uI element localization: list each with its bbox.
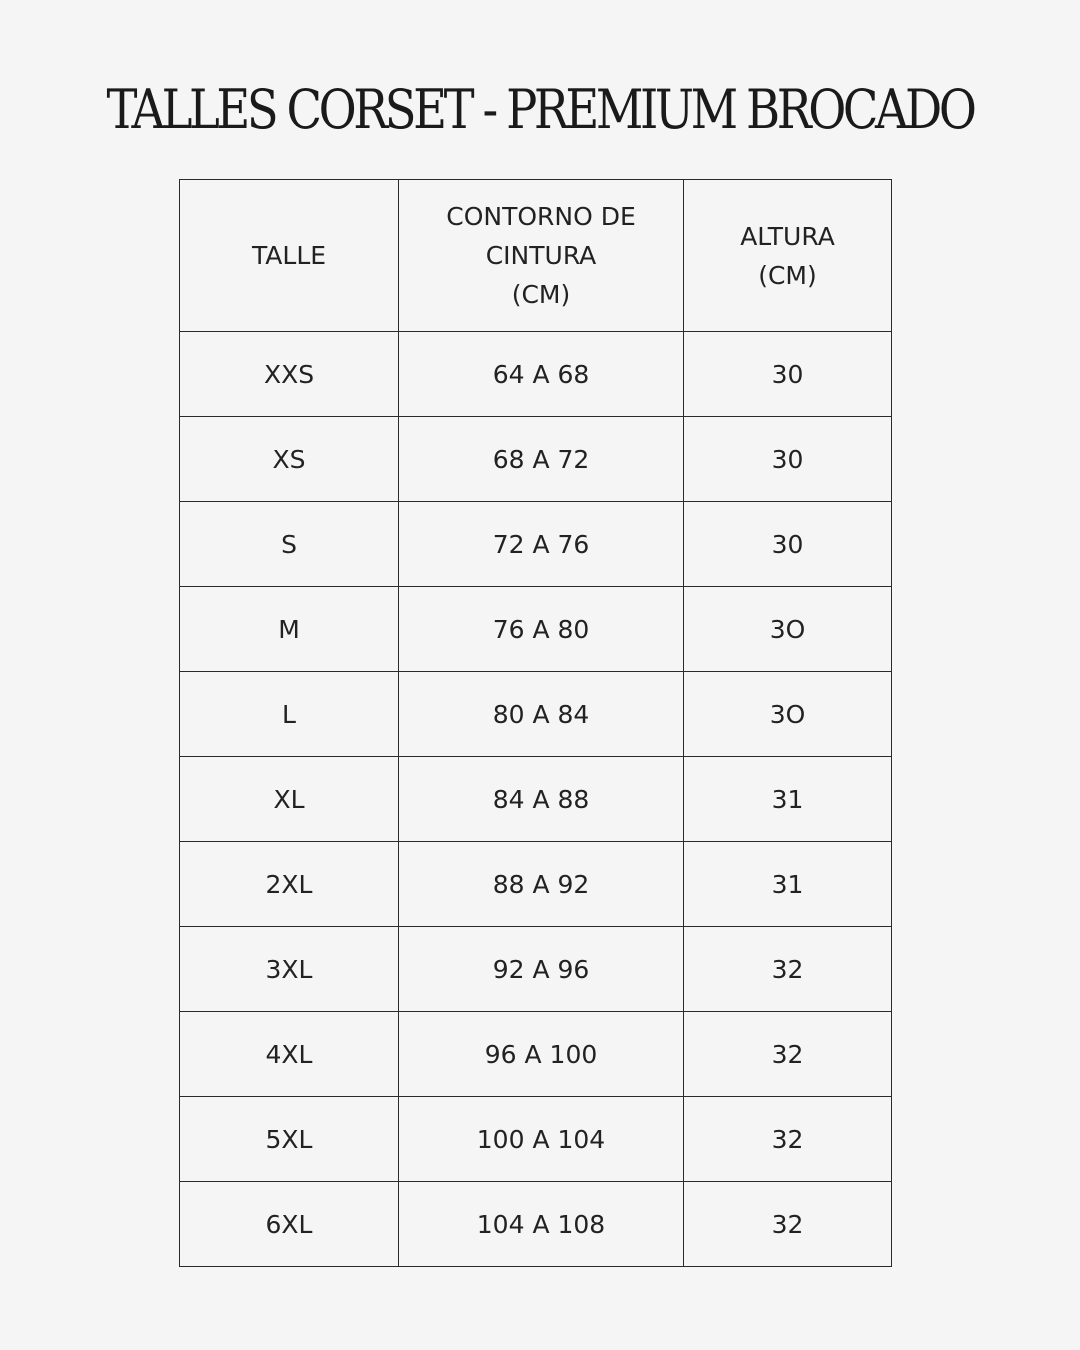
cell-contorno: 100 A 104 (399, 1097, 684, 1182)
header-talle: TALLE (180, 180, 399, 332)
table-row (180, 502, 892, 587)
cell-contorno: 96 A 100 (399, 1012, 684, 1097)
table-row (180, 1097, 892, 1182)
table-row (180, 417, 892, 502)
cell-altura: 32 (684, 1182, 892, 1267)
table-row (180, 332, 892, 417)
header-altura-line: (CM) (758, 260, 817, 290)
cell-talle: S (180, 502, 399, 587)
cell-talle: XXS (180, 332, 399, 417)
cell-altura: 31 (684, 842, 892, 927)
cell-altura: 3O (684, 587, 892, 672)
cell-altura: 32 (684, 1012, 892, 1097)
cell-contorno: 68 A 72 (399, 417, 684, 502)
cell-contorno: 80 A 84 (399, 672, 684, 757)
table-row (180, 757, 892, 842)
cell-contorno: 88 A 92 (399, 842, 684, 927)
table-row (180, 672, 892, 757)
header-contorno-line: CONTORNO DE (446, 202, 636, 231)
size-rows (180, 332, 892, 1267)
cell-contorno: 72 A 76 (399, 502, 684, 587)
cell-contorno: 104 A 108 (399, 1182, 684, 1267)
cell-talle: XS (180, 417, 399, 502)
cell-altura: 30 (684, 502, 892, 587)
header-contorno-line: CINTURA (485, 241, 597, 270)
header-contorno-line: (CM) (511, 280, 571, 309)
cell-altura: 32 (684, 927, 892, 1012)
table-header-row (180, 180, 892, 332)
cell-altura: 30 (684, 332, 892, 417)
cell-talle: 4XL (180, 1012, 399, 1097)
cell-talle: 6XL (180, 1182, 399, 1267)
cell-altura: 3O (684, 672, 892, 757)
cell-contorno: 76 A 80 (399, 587, 684, 672)
header-altura-line: ALTURA (740, 221, 835, 251)
table-row (180, 1012, 892, 1097)
header-altura (684, 180, 892, 332)
cell-altura: 30 (684, 417, 892, 502)
cell-talle: 5XL (180, 1097, 399, 1182)
cell-contorno: 92 A 96 (399, 927, 684, 1012)
table-row (180, 587, 892, 672)
cell-talle: 2XL (180, 842, 399, 927)
table-row (180, 842, 892, 927)
cell-altura: 32 (684, 1097, 892, 1182)
cell-talle: L (180, 672, 399, 757)
page-title: TALLES CORSET - PREMIUM BROCADO (106, 78, 974, 141)
table-row (180, 1182, 892, 1267)
header-contorno-cintura (399, 180, 684, 332)
cell-talle: 3XL (180, 927, 399, 1012)
cell-talle: M (180, 587, 399, 672)
cell-contorno: 64 A 68 (399, 332, 684, 417)
cell-talle: XL (180, 757, 399, 842)
cell-contorno: 84 A 88 (399, 757, 684, 842)
cell-altura: 31 (684, 757, 892, 842)
size-chart-table (179, 179, 892, 1267)
table-row (180, 927, 892, 1012)
